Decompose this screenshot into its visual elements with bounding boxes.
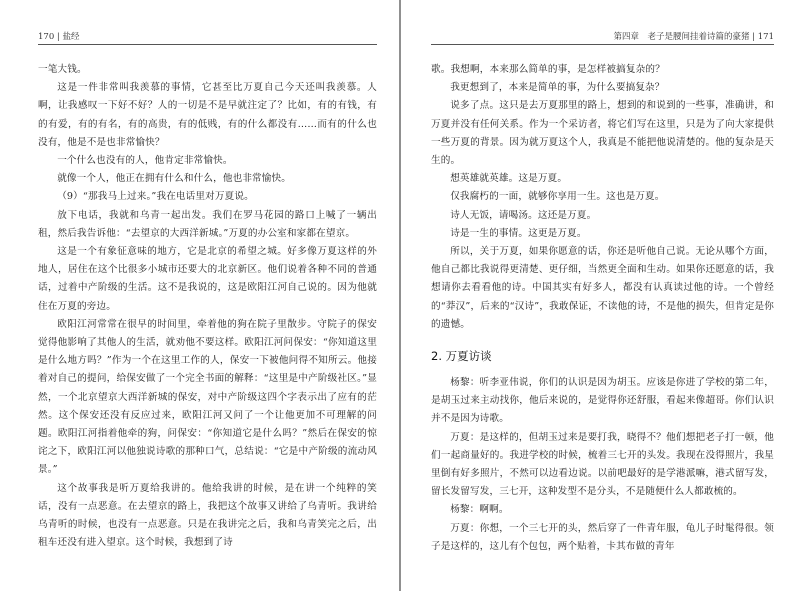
paragraph: 杨黎：啊啊。 — [450, 504, 509, 516]
paragraph: 我更想到了，本来是简单的事，为什么要搞复杂？ — [450, 82, 665, 94]
right-body-text — [431, 61, 774, 556]
right-page — [401, 0, 800, 591]
left-body-text — [38, 61, 377, 552]
paragraph: 所以，关于万夏，如果你愿意的话，你还是听他自己说。无论从哪个方面，他自己都比我说得更清楚、更仔细，当然更全面和生动。如果你还愿意的话，我想请你去看看他的诗。中国其实有好多人，都没有认真读过他的诗。一个曾经的“莽汉”，后来的“汉诗”，我敢保证，不读他的诗，不是他的损失，但肯定是你的遗憾。 — [431, 246, 774, 330]
paragraph: 仅我腐朽的一面，就够你享用一生。这也是万夏。 — [450, 191, 665, 203]
section-heading: 2. 万夏访谈 — [431, 349, 492, 364]
right-paragraphs-after — [431, 374, 774, 556]
paragraph: 欧阳江河常常在很早的时间里，牵着他的狗在院子里散步。守院子的保安觉得他影响了其他人的生活，就劝他不要这样。欧阳江河问保安：“你知道这里是什么地方吗？”作为一个在这里工作的人，保安一下被他问得不知所云。他接着对自己的提问，给保安做了一个完全书面的解释：“这里是中产阶级社区。”显然，一个北京望京大西洋新城的保安，对中产阶级这四个字表示出了应有的茫然。这个保安还没有反应过来，欧阳江河又问了一个让他更加不可理解的问题。欧阳江河指着他牵的狗，问保安：“你知道它是什么吗？”然后在保安的惊诧之下，欧阳江河以他独说诗歌的那种口气，总结说：“它是中产阶级的流动风景。” — [38, 318, 377, 476]
left-running-head: 170 | 盐经 — [38, 30, 377, 45]
paragraph: 杨黎：听李亚伟说，你们的认识是因为胡玉。应该是你进了学校的第二年，是胡玉过来主动找你，他后来说的，是觉得你还舒服，看起来像超哥。你们认识并不是因为诗歌。 — [431, 377, 774, 425]
paragraph: 这个故事我是听万夏给我讲的。他给我讲的时候，是在讲一个纯粹的笑话，没有一点恶意。在去望京的路上，我把这个故事又讲给了乌青听。我讲给乌青听的时候，也没有一点恶意。只是在我讲完之后，我和乌青笑完之后，出租车还没有进入望京。这个时候，我想到了诗 — [38, 482, 377, 549]
paragraph: 万夏：你想，一个三七开的头，然后穿了一件青年服，龟儿子时髦得很。领子是这样的，这儿有个包包，两个贴着，卡其布做的青年 — [431, 522, 774, 552]
paragraph: 就像一个人，他正在拥有什么和什么，他也非常愉快。 — [57, 173, 292, 185]
paragraph: 放下电话，我就和乌青一起出发。我们在罗马花园的路口上喊了一辆出租，然后我告诉他：“去望京的大西洋新城。”万夏的办公室和家都在望京。 — [38, 209, 377, 239]
paragraph: 一个什么也没有的人，他肯定非常愉快。 — [57, 155, 233, 167]
paragraph: 这是一件非常叫我羡慕的事情，它甚至比万夏自己今天还叫我羡慕。人啊，让我感叹一下好不好？人的一切是不是早就注定了？比如，有的有钱，有的有爱，有的有名，有的高贵，有的低贱，有的什么都没有……而有的什么也没有，他是不是也非常愉快？ — [38, 82, 377, 148]
paragraph: 诗是一生的事情。这更是万夏。 — [450, 227, 587, 239]
paragraph: 说多了点。这只是去万夏那里的路上，想到的和说到的一些事，准确讲，和万夏并没有任何关系。作为一个采访者，将它们写在这里，只是为了向大家提供一些万夏的背景。因为就万夏这个人，我真是不能把他说清楚的。他的复杂是天生的。 — [431, 100, 774, 167]
paragraph: 这是一个有象征意味的地方，它是北京的希望之城。好多像万夏这样的外地人，居住在这个比很多小城市还要大的北京新区。他们说着各种不同的普通话，过着中产阶级的生活。这不是我说的，这是欧阳江河自己说的。因为他就住在万夏的旁边。 — [38, 246, 377, 312]
paragraph: 想英雄就英雄。这是万夏。 — [450, 173, 568, 185]
paragraph: 诗人无饭，请喝汤。这还是万夏。 — [450, 209, 597, 221]
right-running-head: 第四章 老子是腰间挂着诗篇的豪猪 | 171 — [431, 30, 774, 45]
paragraph: （9）“那我马上过来。”我在电话里对万夏说。 — [57, 191, 254, 203]
paragraph: 歌。我想啊，本来那么简单的事，是怎样被搞复杂的？ — [431, 64, 665, 75]
left-page — [0, 0, 399, 591]
paragraph: 一笔大钱。 — [38, 64, 87, 75]
paragraph: 万夏：是这样的，但胡玉过来是要打我，晓得不？他们想把老子打一顿，他们一起商量好的。我进学校的时候，梳着三七开的头发。我现在没得照片，我星里倒有好多照片，不然可以边看边说。以前吧最好的是学港派嘛，港式留写发，留长发留写发，三七开，这种发型不是分头，不是随便什么人都敢梳的。 — [431, 431, 774, 498]
right-paragraphs-before — [431, 61, 774, 334]
